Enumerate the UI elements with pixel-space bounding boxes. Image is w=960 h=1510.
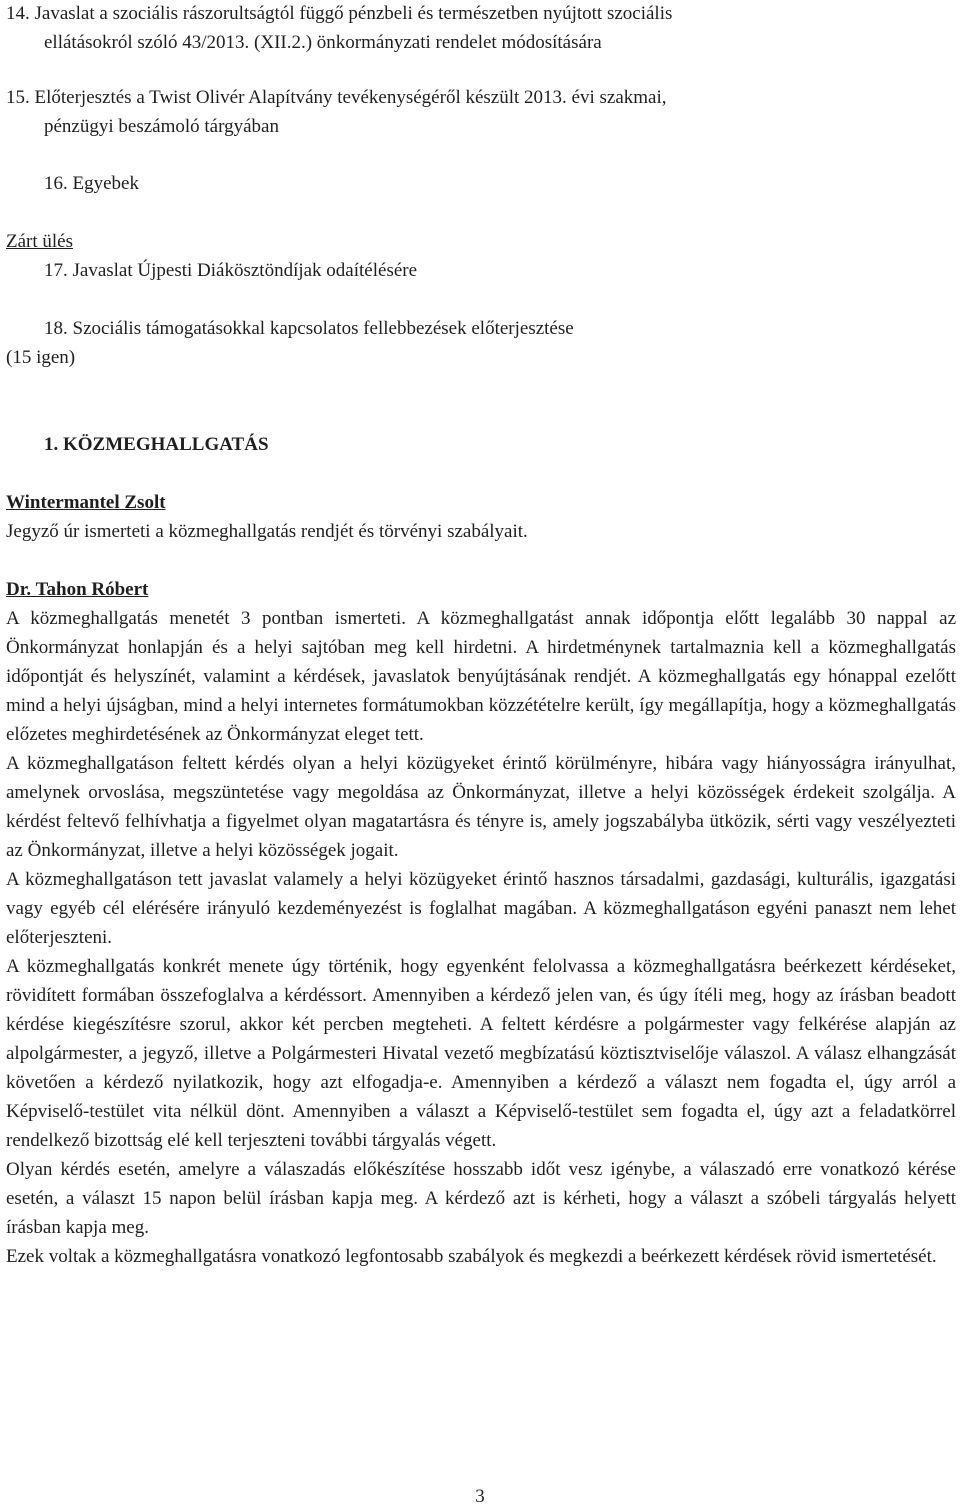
agenda-item-15-line1: 15. Előterjesztés a Twist Olivér Alapítvány tevékenységéről készült 2013. évi szakmai, bbox=[6, 87, 667, 108]
agenda-item-18: 18. Szociális támogatásokkal kapcsolatos fellebbezések előterjesztése bbox=[44, 318, 574, 339]
paragraph: Olyan kérdés esetén, amelyre a válaszadás előkészítése hosszabb időt vesz igénybe, a válaszadó erre vonatkozó kérése esetén, a választ 15 napon belül írásban kapja meg. A kérdező azt is kérheti, hogy a választ a szóbeli tárgyalás helyett írásban kapja meg. bbox=[6, 1159, 956, 1238]
agenda-item-16: 16. Egyebek bbox=[44, 173, 139, 194]
paragraph: A közmeghallgatáson feltett kérdés olyan a helyi közügyeket érintő körülményre, hibára vagy hiányosságra irányulhat, amelynek orvoslása, megszüntetése vagy megoldása az Önkormányzat, illetve a helyi közösségek érdekeit szolgálja. A kérdést feltevő felhívhatja a figyelmet olyan magatartásra és tényre is, amely jogszabályba ütközik, sérti vagy veszélyezteti az Önkormányzat, illetve a helyi közösségek jogait. bbox=[6, 753, 956, 861]
speaker-name-tahon: Dr. Tahon Róbert bbox=[6, 579, 149, 600]
paragraph: Ezek voltak a közmeghallgatásra vonatkozó legfontosabb szabályok és megkezdi a beérkezett kérdések rövid ismertetését. bbox=[6, 1246, 937, 1267]
paragraph: A közmeghallgatáson tett javaslat valamely a helyi közügyeket érintő hasznos társadalmi, gazdasági, kulturális, igazgatási vagy egyéb cél elérésére irányuló kezdeményezést is foglalhat magában. A közmeghallgatáson egyéni panaszt nem lehet előterjeszteni. bbox=[6, 869, 956, 948]
page-number: 3 bbox=[475, 1486, 485, 1507]
vote-result: (15 igen) bbox=[6, 347, 76, 368]
agenda-item-14-line2: ellátásokról szóló 43/2013. (XII.2.) önkormányzati rendelet módosítására bbox=[44, 32, 602, 53]
section-heading: 1. KÖZMEGHALLGATÁS bbox=[44, 434, 269, 455]
speaker-statement-tahon bbox=[6, 604, 956, 1271]
closed-session-heading: Zárt ülés bbox=[6, 231, 74, 252]
agenda-item-15-line2: pénzügyi beszámoló tárgyában bbox=[44, 116, 279, 137]
agenda-item-14-line1: 14. Javaslat a szociális rászorultságtól függő pénzbeli és természetben nyújtott szociális bbox=[6, 3, 673, 24]
agenda-item-17: 17. Javaslat Újpesti Diákösztöndíjak odaítélésére bbox=[44, 260, 418, 281]
paragraph: A közmeghallgatás menetét 3 pontban ismerteti. A közmeghallgatást annak időpontja előtt legalább 30 nappal az Önkormányzat honlapján és a helyi sajtóban meg kell hirdetni. A hirdetménynek tartalmaznia kell a közmeghallgatás időpontját és helyszínét, valamint a kérdések, javaslatok benyújtásának rendjét. A közmeghallgatás egy hónappal ezelőtt mind a helyi újságban, mind a helyi internetes formátumokban közzétételre került, így megállapítja, hogy a közmeghallgatás előzetes meghirdetésének az Önkormányzat eleget tett. bbox=[6, 608, 956, 745]
speaker-statement-wintermantel: Jegyző úr ismerteti a közmeghallgatás rendjét és törvényi szabályait. bbox=[6, 521, 528, 542]
paragraph: A közmeghallgatás konkrét menete úgy történik, hogy egyenként felolvassa a közmeghallgatásra beérkezett kérdéseket, rövidített formában összefoglalva a kérdéssort. Amennyiben a kérdező jelen van, és úgy ítéli meg, hogy az írásban beadott kérdése kiegészítésre szorul, akkor két percben megteheti. A feltett kérdésre a polgármester vagy felkérése alapján az alpolgármester, a jegyző, illetve a Polgármesteri Hivatal vezető megbízatású köztisztviselője válaszol. A válasz elhangzását követően a kérdező nyilatkozik, hogy azt elfogadja-e. Amennyiben a kérdező a választ nem fogadta el, úgy arról a Képviselő-testület vita nélkül dönt. Amennyiben a választ a Képviselő-testület sem fogadta el, úgy azt a feladatkörrel rendelkező bizottság elé kell terjeszteni további tárgyalás végett. bbox=[6, 956, 956, 1151]
speaker-name-wintermantel: Wintermantel Zsolt bbox=[6, 492, 166, 513]
